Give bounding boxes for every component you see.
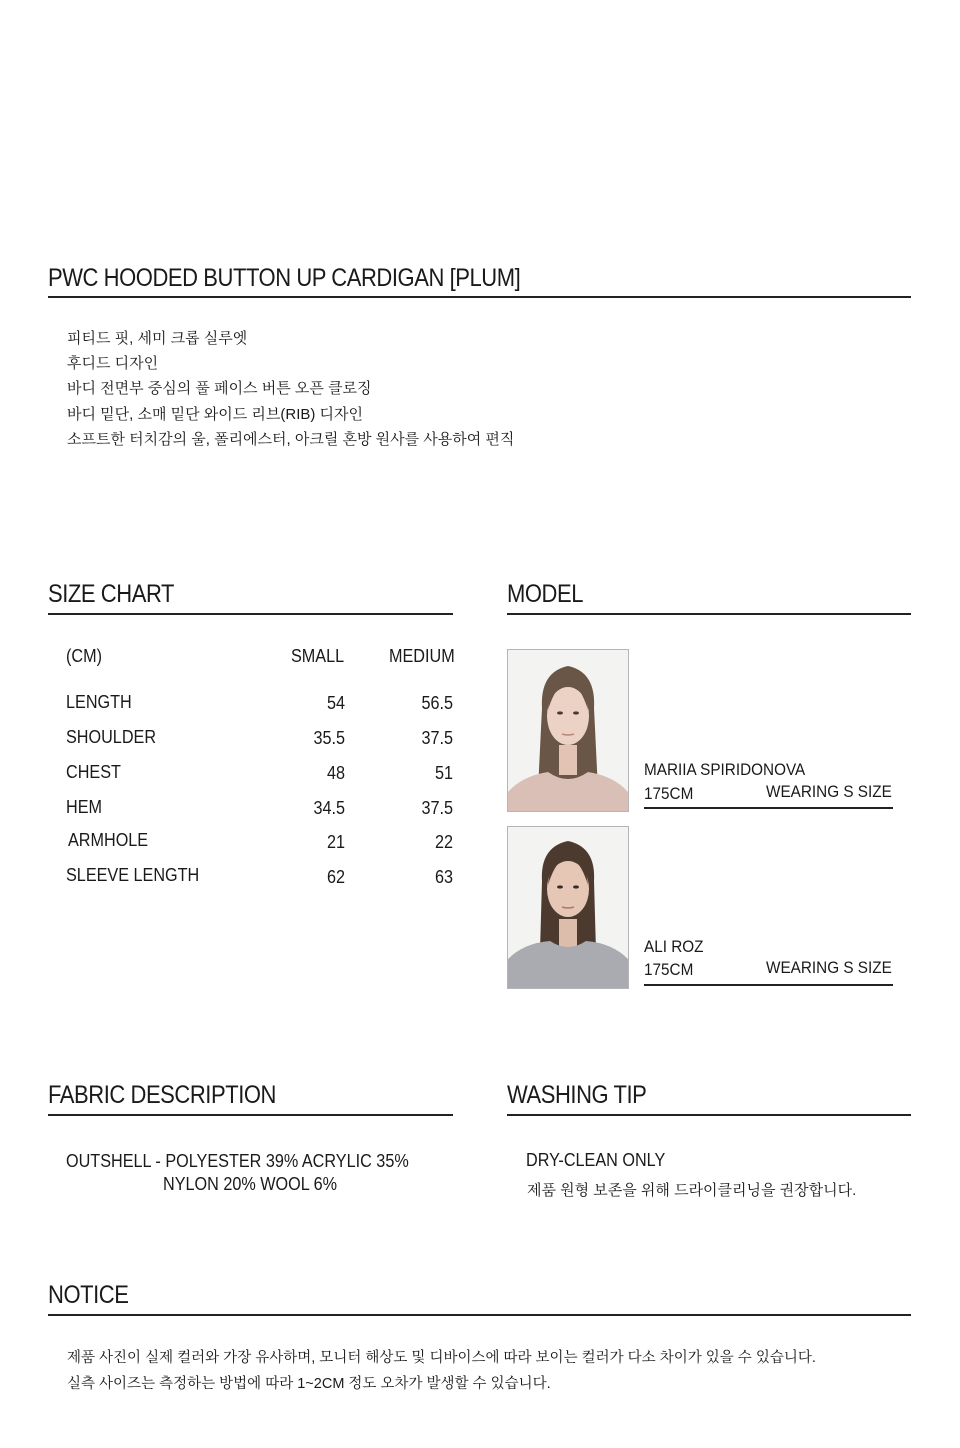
size-row-small: 21 xyxy=(326,832,345,852)
product-title-rule xyxy=(48,296,911,298)
product-title: PWC HOODED BUTTON UP CARDIGAN [PLUM] xyxy=(48,264,521,292)
size-column-small: SMALL xyxy=(291,646,345,666)
model-name-2: ALI ROZ xyxy=(644,937,704,956)
size-row-label: LENGTH xyxy=(66,692,132,712)
description-line: 바디 밑단, 소매 밑단 와이드 리브(RIB) 디자인 xyxy=(67,406,364,423)
model-wearing-1: WEARING S SIZE xyxy=(766,782,892,801)
size-row-small: 48 xyxy=(326,763,345,783)
fabric-rule xyxy=(48,1114,453,1116)
size-row-label: CHEST xyxy=(66,762,121,782)
size-chart-title: SIZE CHART xyxy=(48,580,174,608)
size-row-medium: 37.5 xyxy=(421,728,453,748)
size-row-medium: 22 xyxy=(434,832,453,852)
washing-title: WASHING TIP xyxy=(507,1081,647,1109)
description-line: 후디드 디자인 xyxy=(67,355,159,372)
size-row-label: SLEEVE LENGTH xyxy=(66,865,200,885)
description-line: 소프트한 터치감의 울, 폴리에스터, 아크릴 혼방 원사를 사용하여 편직 xyxy=(67,431,515,448)
size-column-medium: MEDIUM xyxy=(389,646,455,666)
size-row-label: HEM xyxy=(66,797,102,817)
washing-line-2: 제품 원형 보존을 위해 드라이클리닝을 권장합니다. xyxy=(527,1182,857,1199)
model-title: MODEL xyxy=(507,580,584,608)
model-rule-2 xyxy=(644,984,893,986)
notice-rule xyxy=(48,1314,911,1316)
size-unit-header: (CM) xyxy=(66,646,102,666)
size-row-small: 35.5 xyxy=(313,728,345,748)
size-row-label: ARMHOLE xyxy=(68,830,149,850)
washing-rule xyxy=(507,1114,911,1116)
model-height-2: 175CM xyxy=(644,960,694,979)
model-photo-2 xyxy=(507,826,629,989)
notice-line-2: 실측 사이즈는 측정하는 방법에 따라 1~2CM 정도 오차가 발생할 수 있습니다. xyxy=(67,1376,551,1392)
size-row-medium: 51 xyxy=(434,763,453,783)
notice-line-1: 제품 사진이 실제 컬러와 가장 유사하며, 모니터 해상도 및 디바이스에 따라 보이는 컬러가 다소 차이가 있을 수 있습니다. xyxy=(67,1350,816,1366)
size-row-small: 62 xyxy=(326,867,345,887)
size-row-small: 34.5 xyxy=(313,798,345,818)
size-row-small: 54 xyxy=(326,693,345,713)
fabric-line-1: OUTSHELL - POLYESTER 39% ACRYLIC 35% xyxy=(66,1151,409,1171)
model-rule-1 xyxy=(644,807,893,809)
description-line: 피티드 핏, 세미 크롭 실루엣 xyxy=(67,330,248,347)
fabric-title: FABRIC DESCRIPTION xyxy=(48,1081,277,1109)
model-shirt-2 xyxy=(508,941,628,988)
size-row-medium: 63 xyxy=(434,867,453,887)
model-name-1: MARIIA SPIRIDONOVA xyxy=(644,760,806,779)
model-portrait-1-icon xyxy=(508,650,628,811)
description-line: 바디 전면부 중심의 풀 페이스 버튼 오픈 클로징 xyxy=(67,380,372,397)
model-wearing-2: WEARING S SIZE xyxy=(766,958,892,977)
size-chart-rule xyxy=(48,613,453,615)
size-row-medium: 37.5 xyxy=(421,798,453,818)
notice-title: NOTICE xyxy=(48,1281,129,1309)
model-rule xyxy=(507,613,911,615)
washing-line-1: DRY-CLEAN ONLY xyxy=(526,1150,666,1170)
size-row-label: SHOULDER xyxy=(66,727,157,747)
model-portrait-2-icon xyxy=(508,827,628,988)
fabric-line-2: NYLON 20% WOOL 6% xyxy=(163,1174,338,1194)
model-height-1: 175CM xyxy=(644,784,694,803)
model-photo-1 xyxy=(507,649,629,812)
size-row-medium: 56.5 xyxy=(421,693,453,713)
